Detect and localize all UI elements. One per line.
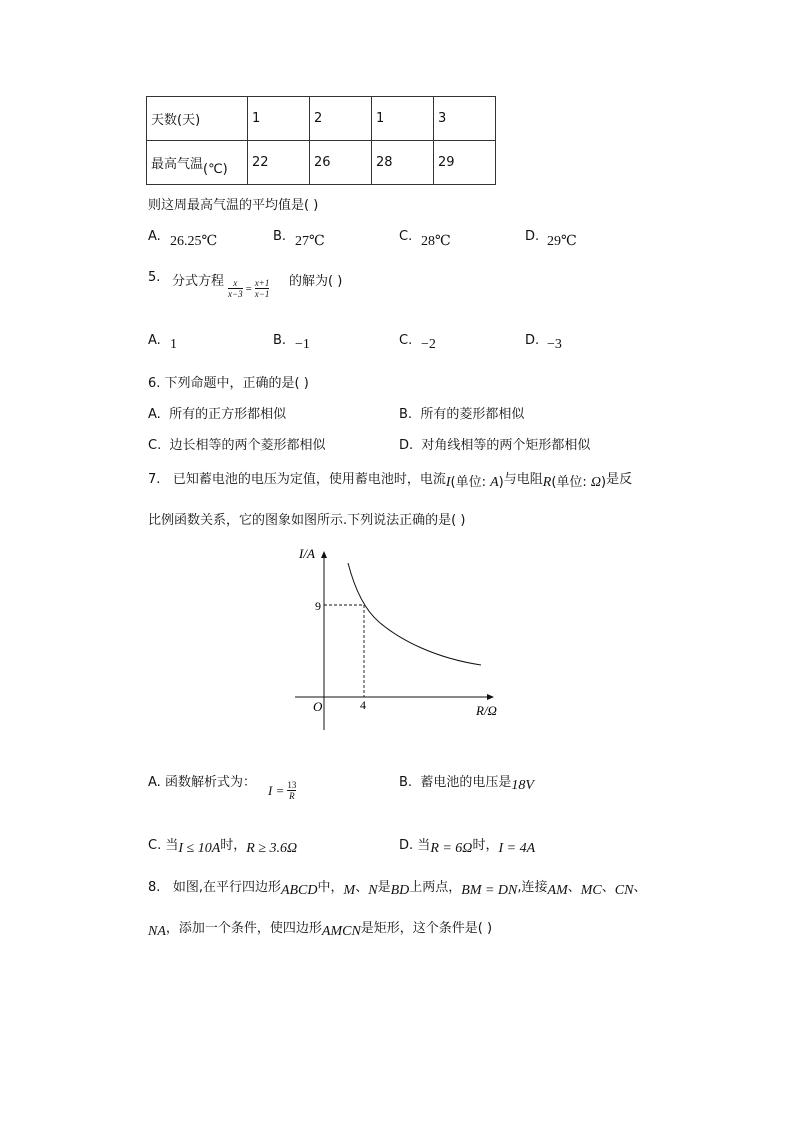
q8-math: BD <box>390 883 410 898</box>
q7-text: 与电阻 <box>503 472 543 487</box>
temp-header-unit: (℃) <box>203 162 228 177</box>
q8-line-2 <box>148 917 492 937</box>
fraction-numerator: x <box>233 278 238 288</box>
option-text: 时， <box>472 838 499 853</box>
option-math: R ≥ 3.6Ω <box>246 841 298 856</box>
q8-math: M <box>343 883 356 898</box>
option-math: I ≤ 10A <box>178 841 221 856</box>
option-text: 蓄电池的电压是 <box>420 775 512 790</box>
table-cell: 29 <box>434 141 496 185</box>
q6-option-b <box>399 403 524 422</box>
option-text: 对角线相等的两个矩形都相似 <box>421 438 591 453</box>
table-cell: 22 <box>248 141 310 185</box>
q8-text: 、 <box>567 880 581 895</box>
option-text: 函数解析式为： <box>164 775 256 790</box>
temperature-table <box>146 96 496 185</box>
q6-option-d <box>399 434 590 453</box>
q8-math: ABCD <box>280 883 318 898</box>
table-header-temp <box>147 141 248 185</box>
q8-line-1 <box>148 876 646 896</box>
option-label: C. <box>148 438 162 453</box>
fraction-numerator: 13 <box>287 780 297 790</box>
q4-option-c-label: C. <box>399 229 413 244</box>
table-cell: 28 <box>372 141 434 185</box>
q5-suffix: 的解为( ) <box>289 274 343 289</box>
option-text: 当 <box>165 838 179 853</box>
q7-graph <box>285 540 510 735</box>
q4-option-a: 26.25℃ <box>170 234 218 249</box>
formula-lhs: I = <box>268 782 285 798</box>
option-text: 边长相等的两个菱形都相似 <box>169 438 326 453</box>
table-row <box>147 141 496 185</box>
table-cell: 26 <box>310 141 372 185</box>
q8-text: ，添加一个条件，使四边形 <box>165 921 322 936</box>
equals-sign: = <box>245 282 252 295</box>
option-math: 18V <box>511 778 534 793</box>
q7-option-d <box>399 834 535 854</box>
q7-unit-a: A <box>490 475 499 490</box>
q8-text: 上两点， <box>409 880 462 895</box>
q5-equation <box>228 278 269 299</box>
option-label: B. <box>399 407 413 422</box>
q5-option-a: 1 <box>170 337 177 352</box>
q5-option-c-label: C. <box>399 333 413 348</box>
q5-rhs-fraction <box>255 278 270 299</box>
option-label: A. <box>148 407 161 422</box>
q8-math: AM <box>547 883 568 898</box>
y-axis-label: I/A <box>299 546 315 561</box>
q4-option-b-label: B. <box>273 229 287 244</box>
option-label: C. <box>148 838 162 853</box>
q5-prefix: 分式方程 <box>172 274 225 289</box>
option-text: 所有的菱形都相似 <box>420 407 525 422</box>
q4-option-b: 27℃ <box>295 234 325 249</box>
q7-number: 7. <box>148 472 161 487</box>
q6-stem: 6. 下列命题中，正确的是( ) <box>148 376 309 391</box>
q8-text: 、 <box>633 880 647 895</box>
fraction-numerator: x+1 <box>254 278 270 288</box>
q7-line-2: 比例函数关系，它的图象如图所示.下列说法正确的是( ) <box>148 513 466 528</box>
q7-unit-text: ) <box>601 475 607 490</box>
q7-var-i: I <box>445 475 451 490</box>
q8-math: NA <box>148 924 166 939</box>
q7-unit-text: ) <box>498 475 504 490</box>
q8-text: 是 <box>377 880 391 895</box>
formula-fraction <box>287 780 296 801</box>
q8-text: 、 <box>355 880 369 895</box>
table-cell: 1 <box>372 97 434 141</box>
q5-option-d: −3 <box>547 337 562 352</box>
option-label: B. <box>399 775 413 790</box>
q8-text: 是矩形，这个条件是( ) <box>360 921 493 936</box>
q8-math: CN <box>614 883 634 898</box>
option-text: 时， <box>220 838 247 853</box>
table-header-days: 天数(天) <box>147 97 248 141</box>
q4-option-c: 28℃ <box>421 234 451 249</box>
q7-option-c <box>148 834 297 854</box>
option-math: R = 6Ω <box>430 841 473 856</box>
q5-option-d-label: D. <box>525 333 540 348</box>
option-math: I = 4A <box>498 841 536 856</box>
q7-option-a <box>148 771 256 790</box>
q8-math: BM = DN <box>461 883 518 898</box>
q7-text: 是反 <box>606 472 633 487</box>
option-label: D. <box>399 838 414 853</box>
q8-text: 、 <box>601 880 615 895</box>
origin-label: O <box>313 699 323 714</box>
fraction-denominator: x−3 <box>228 289 243 299</box>
option-label: A. <box>148 775 161 790</box>
tick-label-x: 4 <box>360 698 366 712</box>
x-axis-label: R/Ω <box>476 703 497 718</box>
q8-text: 中， <box>317 880 344 895</box>
q7-unit-text: (单位: <box>551 475 591 490</box>
q7-unit-text: (单位: <box>450 475 491 490</box>
table-cell: 2 <box>310 97 372 141</box>
option-label: D. <box>399 438 414 453</box>
q5-option-b-label: B. <box>273 333 287 348</box>
q4-option-a-label: A. <box>148 229 161 244</box>
q8-text: 如图,在平行四边形 <box>172 880 281 895</box>
q5-number: 5. <box>148 270 161 285</box>
table-cell: 3 <box>434 97 496 141</box>
q8-math: MC <box>580 883 602 898</box>
q4-option-d-label: D. <box>525 229 540 244</box>
q5-option-c: −2 <box>421 337 436 352</box>
hyperbola-curve <box>348 563 481 665</box>
q7-option-b <box>399 771 534 791</box>
option-text: 当 <box>417 838 431 853</box>
fraction-denominator: R <box>289 791 295 801</box>
option-text: 所有的正方形都相似 <box>169 407 287 422</box>
q8-math: N <box>368 883 378 898</box>
q8-text: ,连接 <box>517 880 548 895</box>
table-cell: 1 <box>248 97 310 141</box>
q5-lhs-fraction <box>228 278 243 299</box>
fraction-denominator: x−1 <box>254 289 270 299</box>
q8-math: AMCN <box>321 924 361 939</box>
q7-text: 已知蓄电池的电压为定值，使用蓄电池时，电流 <box>172 472 446 487</box>
temp-header-label: 最高气温 <box>151 157 204 172</box>
q4-option-d: 29℃ <box>547 234 577 249</box>
q6-option-a <box>148 403 286 422</box>
table-row <box>147 97 496 141</box>
q6-option-c <box>148 434 326 453</box>
q7-option-a-formula <box>268 780 296 801</box>
q7-var-r: R <box>542 475 552 490</box>
q4-stem: 则这周最高气温的平均值是( ) <box>148 198 319 213</box>
q5-option-b: −1 <box>295 337 310 352</box>
q8-number: 8. <box>148 880 161 895</box>
q7-unit-ohm: Ω <box>590 475 602 490</box>
q5-option-a-label: A. <box>148 333 161 348</box>
q7-line-1 <box>148 468 632 488</box>
tick-label-y: 9 <box>315 599 321 613</box>
